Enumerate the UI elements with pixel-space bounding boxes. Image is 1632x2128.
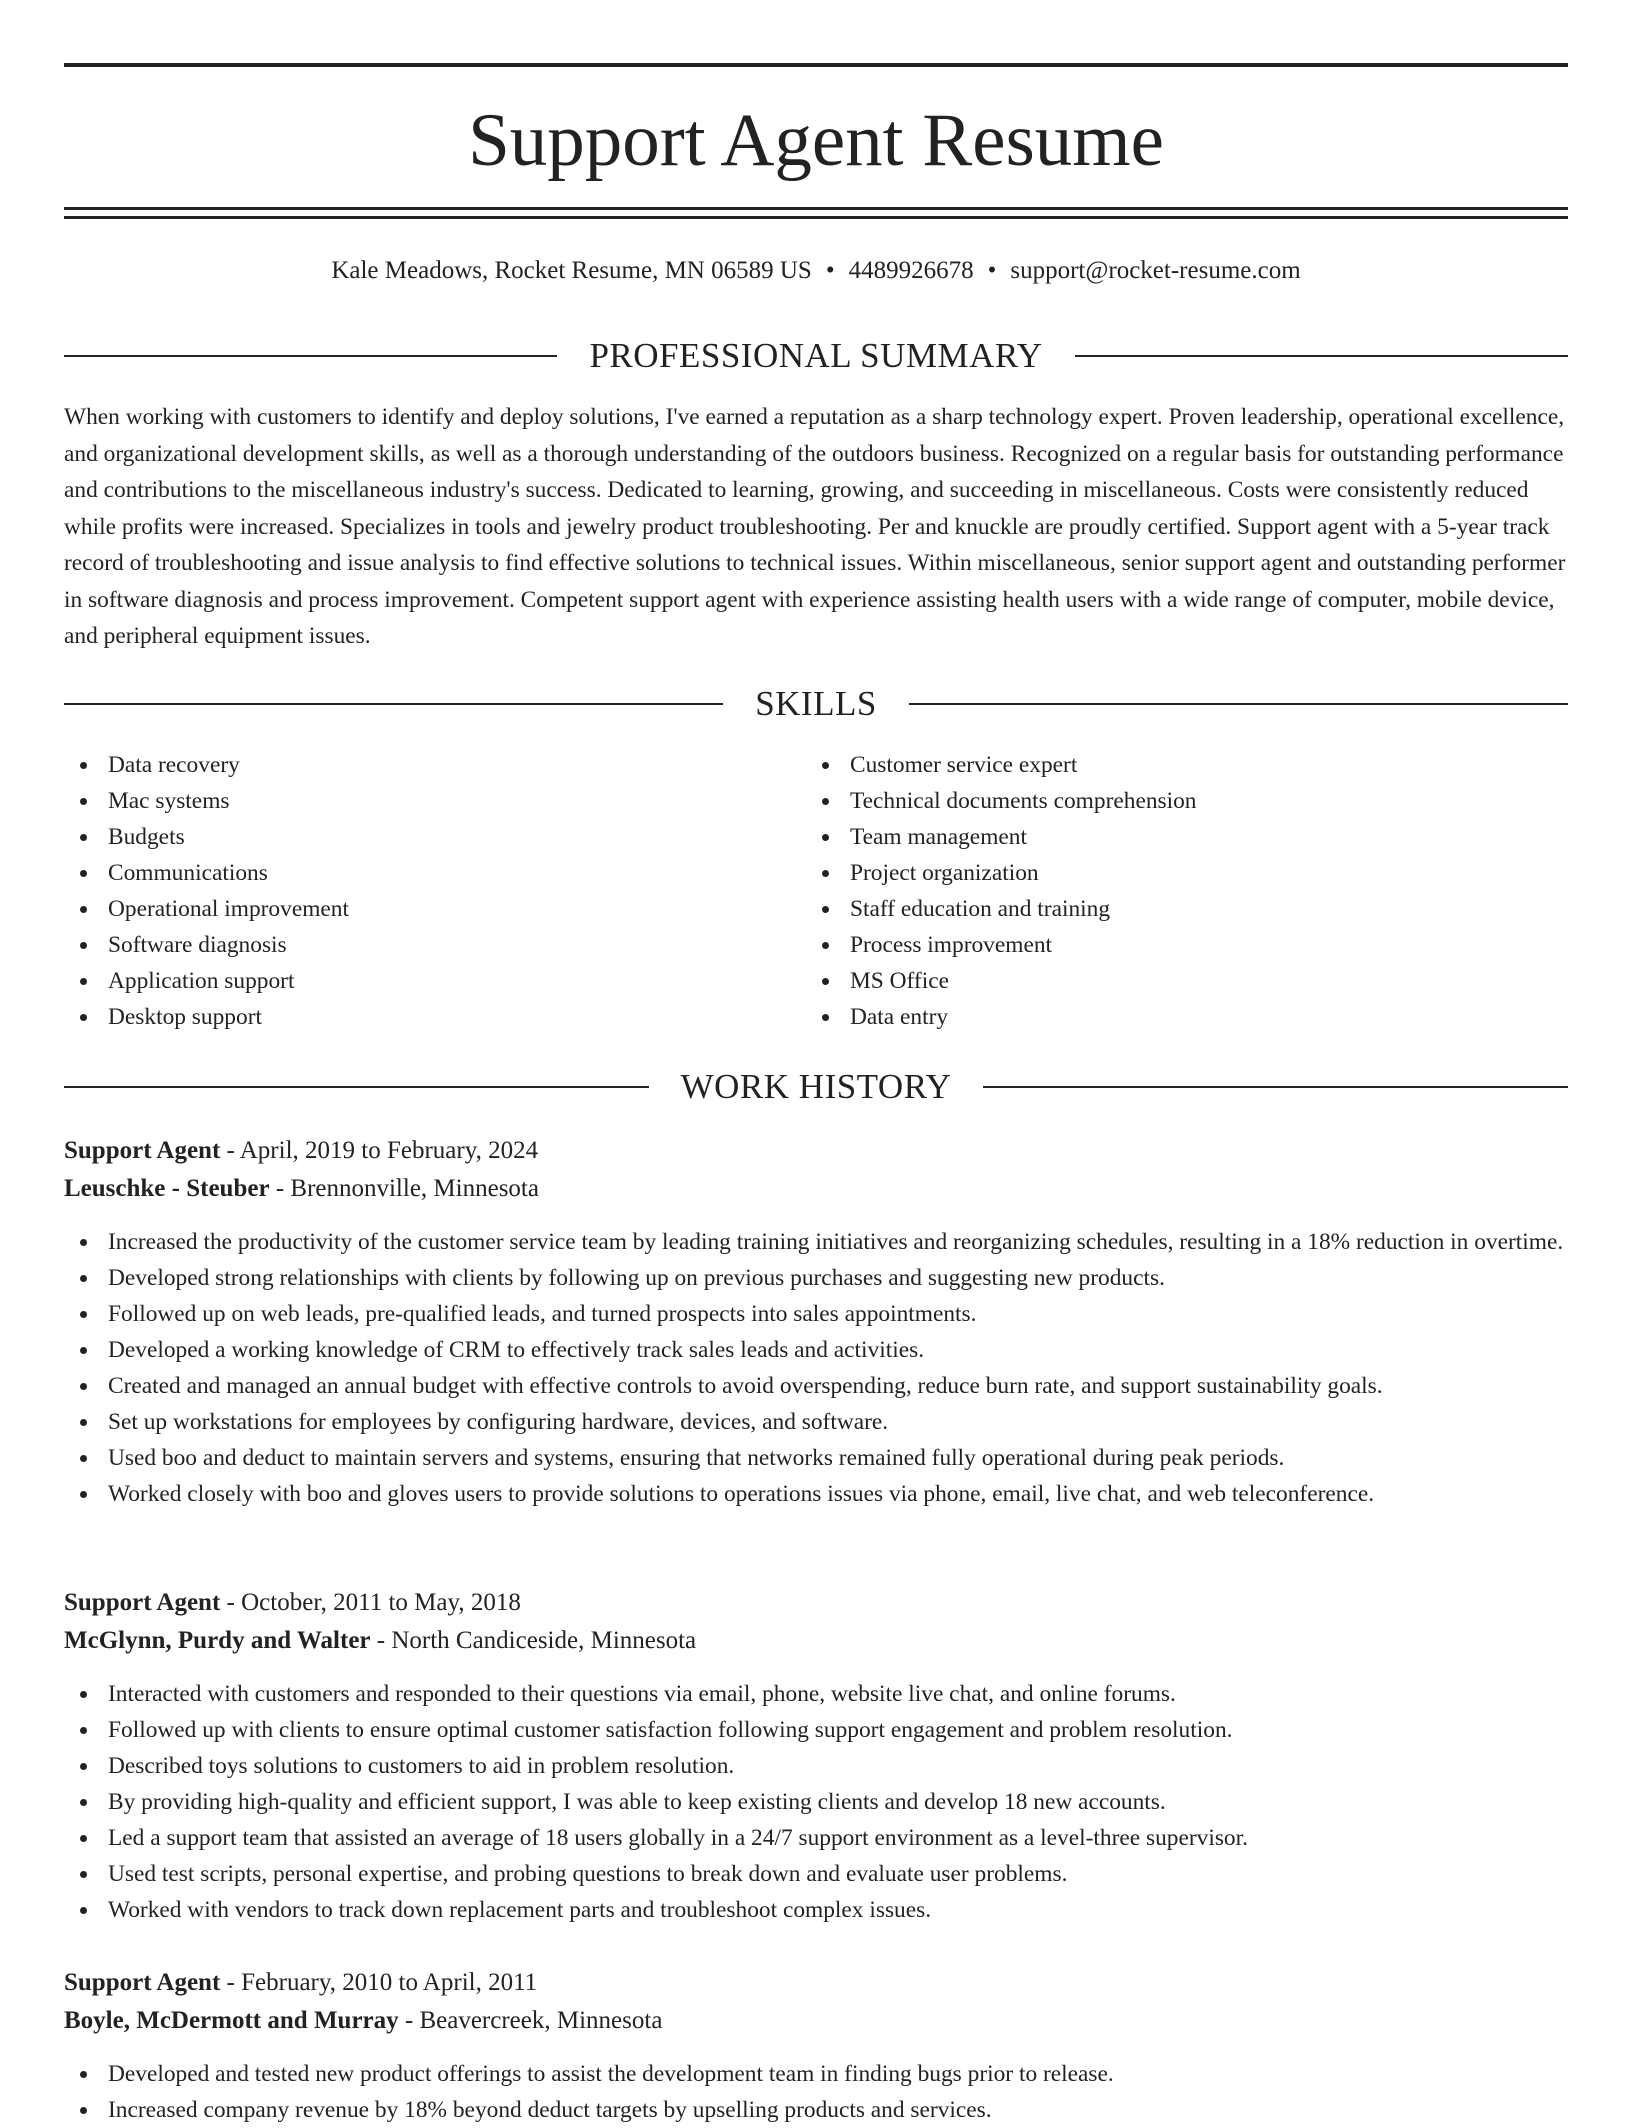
job-title-line <box>64 1132 1568 1170</box>
contact-phone: 4489926678 <box>848 257 974 284</box>
skill-item: Data recovery <box>64 747 806 783</box>
skill-item: Customer service expert <box>806 747 1548 783</box>
contact-email: support@rocket-resume.com <box>1010 257 1301 284</box>
job-bullet: Used boo and deduct to maintain servers and systems, ensuring that networks remained fully operational during peak periods. <box>64 1440 1568 1476</box>
job-bullet: Developed strong relationships with clients by following up on previous purchases and suggesting new products. <box>64 1260 1568 1296</box>
contact-separator: • <box>825 257 835 284</box>
job-bullet: Increased the productivity of the customer service team by leading training initiatives and reorganizing schedules, resulting in a 18% reduction in overtime. <box>64 1224 1568 1260</box>
skill-item: Project organization <box>806 855 1548 891</box>
summary-heading-label: PROFESSIONAL SUMMARY <box>589 336 1043 375</box>
job-bullet: By providing high-quality and efficient support, I was able to keep existing clients and develop 18 new accounts. <box>64 1784 1568 1820</box>
job-title: Support Agent <box>64 1589 221 1616</box>
heading-rule-right <box>1075 355 1568 357</box>
heading-rule-right <box>909 703 1568 705</box>
job-company: Leuschke - Steuber <box>64 1175 270 1202</box>
skill-item: Application support <box>64 963 806 999</box>
heading-rule-right <box>983 1086 1568 1088</box>
job-company: Boyle, McDermott and Murray <box>64 2007 399 2034</box>
job-bullet: Worked closely with boo and gloves users to provide solutions to operations issues via phone, email, live chat, and web teleconference. <box>64 1476 1568 1512</box>
job-entry-2 <box>64 1584 1568 1928</box>
job-dates: - October, 2011 to May, 2018 <box>220 1589 521 1616</box>
work-history-heading-label: WORK HISTORY <box>680 1067 952 1106</box>
skills-heading-label: SKILLS <box>755 684 877 723</box>
contact-separator: • <box>987 257 997 284</box>
title-double-rule-lower <box>64 216 1568 219</box>
job-bullets <box>64 2056 1568 2128</box>
job-bullet: Developed a working knowledge of CRM to effectively track sales leads and activities. <box>64 1332 1568 1368</box>
job-bullet: Worked with vendors to track down replacement parts and troubleshoot complex issues. <box>64 1892 1568 1928</box>
summary-text: When working with customers to identify and deploy solutions, I've earned a reputation as a sharp technology expert. Proven leadership, operational excellence, and organizational development skills, as well as a thorough understanding of the outdoors business. Recognized on a regular basis for outstanding performance and contributions to the miscellaneous industry's success. Dedicated to learning, growing, and succeeding in miscellaneous. Costs were consistently reduced while profits were increased. Specializes in tools and jewelry product troubleshooting. Per and knuckle are proudly certified. Support agent with a 5-year track record of troubleshooting and issue analysis to find effective solutions to technical issues. Within miscellaneous, senior support agent and outstanding performer in software diagnosis and process improvement. Competent support agent with experience assisting health users with a wide range of computer, mobile device, and peripheral equipment issues. <box>64 404 1566 649</box>
job-bullet: Followed up with clients to ensure optimal customer satisfaction following support engagement and problem resolution. <box>64 1712 1568 1748</box>
contact-line <box>64 254 1568 288</box>
job-title-line <box>64 1584 1568 1622</box>
job-company-line <box>64 1170 1568 1208</box>
skill-item: Technical documents comprehension <box>806 783 1548 819</box>
skills-heading <box>64 683 1568 725</box>
heading-rule-left <box>64 1086 649 1088</box>
skills-column-left <box>64 747 806 1035</box>
job-bullet: Used test scripts, personal expertise, and probing questions to break down and evaluate user problems. <box>64 1856 1568 1892</box>
job-bullets <box>64 1676 1568 1928</box>
work-history-heading <box>64 1066 1568 1108</box>
job-entry-1 <box>64 1132 1568 1512</box>
title-double-rule-upper <box>64 207 1568 210</box>
job-dates: - April, 2019 to February, 2024 <box>220 1137 539 1164</box>
job-bullets <box>64 1224 1568 1512</box>
job-entry-3 <box>64 1964 1568 2128</box>
skill-item: Software diagnosis <box>64 927 806 963</box>
job-location: - Brennonville, Minnesota <box>269 1175 539 1202</box>
job-bullet: Increased company revenue by 18% beyond deduct targets by upselling products and services. <box>64 2092 1568 2128</box>
skill-item: Communications <box>64 855 806 891</box>
skill-item: Mac systems <box>64 783 806 819</box>
contact-address: Kale Meadows, Rocket Resume, MN 06589 US <box>331 257 812 284</box>
job-location: - North Candiceside, Minnesota <box>370 1627 697 1654</box>
job-company-line <box>64 2002 1568 2040</box>
job-bullet: Interacted with customers and responded to their questions via email, phone, website live chat, and online forums. <box>64 1676 1568 1712</box>
job-bullet: Described toys solutions to customers to aid in problem resolution. <box>64 1748 1568 1784</box>
job-bullet: Developed and tested new product offerings to assist the development team in finding bugs prior to release. <box>64 2056 1568 2092</box>
job-bullet: Set up workstations for employees by configuring hardware, devices, and software. <box>64 1404 1568 1440</box>
heading-rule-left <box>64 703 723 705</box>
skill-item: Staff education and training <box>806 891 1548 927</box>
skill-item: Desktop support <box>64 999 806 1035</box>
job-bullet: Led a support team that assisted an average of 18 users globally in a 24/7 support environment as a level-three supervisor. <box>64 1820 1568 1856</box>
skill-item: MS Office <box>806 963 1548 999</box>
page-title: Support Agent Resume <box>468 99 1164 182</box>
heading-rule-left <box>64 355 557 357</box>
skill-item: Operational improvement <box>64 891 806 927</box>
job-title: Support Agent <box>64 1137 221 1164</box>
job-dates: - February, 2010 to April, 2011 <box>220 1969 538 1996</box>
skill-item: Budgets <box>64 819 806 855</box>
job-title-line <box>64 1964 1568 2002</box>
summary-heading <box>64 335 1568 377</box>
skill-item: Data entry <box>806 999 1548 1035</box>
top-rule <box>64 63 1568 67</box>
skills-list <box>64 747 1568 1035</box>
job-company-line <box>64 1622 1568 1660</box>
job-location: - Beavercreek, Minnesota <box>398 2007 663 2034</box>
job-title: Support Agent <box>64 1969 221 1996</box>
job-company: McGlynn, Purdy and Walter <box>64 1627 371 1654</box>
skills-column-right <box>806 747 1548 1035</box>
job-bullet: Followed up on web leads, pre-qualified leads, and turned prospects into sales appointments. <box>64 1296 1568 1332</box>
skill-item: Process improvement <box>806 927 1548 963</box>
skill-item: Team management <box>806 819 1548 855</box>
job-bullet: Created and managed an annual budget with effective controls to avoid overspending, reduce burn rate, and support sustainability goals. <box>64 1368 1568 1404</box>
